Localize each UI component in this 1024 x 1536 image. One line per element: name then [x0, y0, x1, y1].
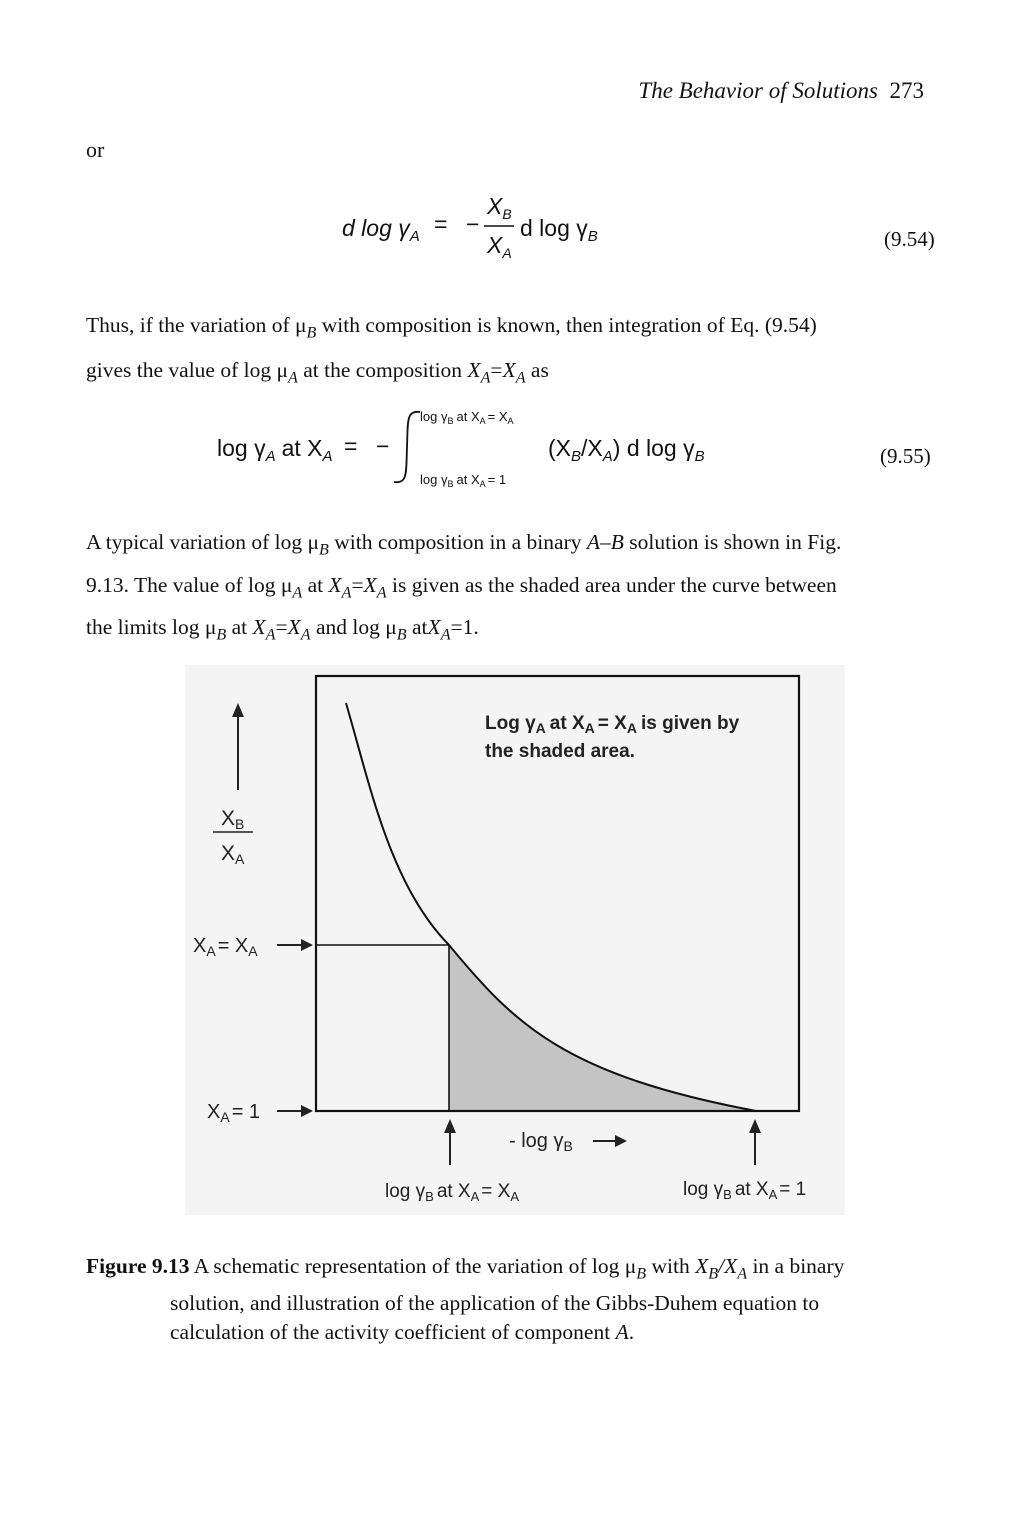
- svg-text:Log γAat XA= XAis given by: Log $\gamma_A$ at $X_A = X_A$ is given by: [485, 713, 740, 736]
- paragraph-1: Thus, if the variation of $\mu_B$ with composition is known, then integration of Eq. (9.54) gives the value of $\log \mu_A$ at the composition $X_A=X_A$ as: [86, 313, 817, 387]
- annotation-line-2: the shaded area.: [485, 741, 635, 762]
- svg-text:d log γB: d $\log \gamma_B$: [520, 215, 598, 245]
- svg-text:−: −: [376, 433, 390, 459]
- running-title: The Behavior of Solutions: [638, 78, 878, 103]
- eq954-rhs: d log γ: [520, 215, 588, 241]
- svg-text:XA: $X_A$: [487, 232, 512, 261]
- equation-number-9-55: (9.55): [880, 444, 931, 468]
- svg-text:log γBat XA= XA: $\log \gamma_B$ at $X_A = X_A$: [420, 409, 514, 426]
- bottom-left-label: $\log \gamma_B$ at $X_A = X_A$: [385, 1181, 520, 1204]
- svg-text:XA: XA: [221, 842, 245, 867]
- integral-sign: [394, 412, 420, 482]
- svg-text:(XB/XA) d log γB: $(X_B/X_A)$ d $\log \gamma_B$: [548, 435, 705, 465]
- svg-text:=: =: [344, 433, 358, 459]
- svg-text:XB: XB: [221, 807, 245, 832]
- caption-label: Figure 9.13: [86, 1254, 190, 1278]
- eq954-minus: −: [466, 211, 480, 237]
- equation-number-9-54: (9.54): [884, 227, 935, 251]
- x-axis-label: - $\log \gamma_B$: [509, 1130, 573, 1154]
- running-header: [638, 78, 924, 104]
- svg-text:log γAat XA: $\log \gamma_A$ at $X_A$: [217, 435, 333, 465]
- figure-9-13: [185, 665, 845, 1215]
- equation-9-54: [330, 190, 630, 270]
- svg-text:log γBat XA= 1: $\log \gamma_B$ at $X_A = 1$: [420, 472, 507, 489]
- eq954-equals: =: [434, 211, 448, 237]
- marker-xa-eq-xa: $X_A = X_A$: [193, 935, 258, 959]
- marker-xa-eq-1: $X_A = 1$: [207, 1101, 261, 1125]
- paragraph-2: A typical variation of $\log \mu_B$ with composition in a binary A–B solution is shown in Fig. 9.13. The value of $\log \mu_A$ at $X_A=X_A$ is given as the shaded area under the curve between the limits $\log \mu_B$ at $X_A=X_A$ and $\log \mu_B$ atX$_A$=1.: [86, 530, 842, 644]
- figure-caption: Figure 9.13 A schematic representation of the variation of $\log \mu_B$ with $X_B/X_A$ in a binary solution, and illustration of the application of the Gibbs-Duhem equation to calculation of the activity coefficient of component A.: [86, 1254, 845, 1344]
- page-number: 273: [889, 78, 924, 103]
- connector-text: or: [86, 137, 105, 162]
- svg-text:XB: $X_B$: [487, 193, 512, 222]
- svg-text:d log γA: d $\log \gamma_A$: [342, 215, 420, 245]
- bottom-right-label: $\log \gamma_B$ at $X_A = 1$: [683, 1179, 807, 1202]
- eq954-lhs: d log γ: [342, 215, 410, 241]
- equation-9-55: [210, 402, 740, 494]
